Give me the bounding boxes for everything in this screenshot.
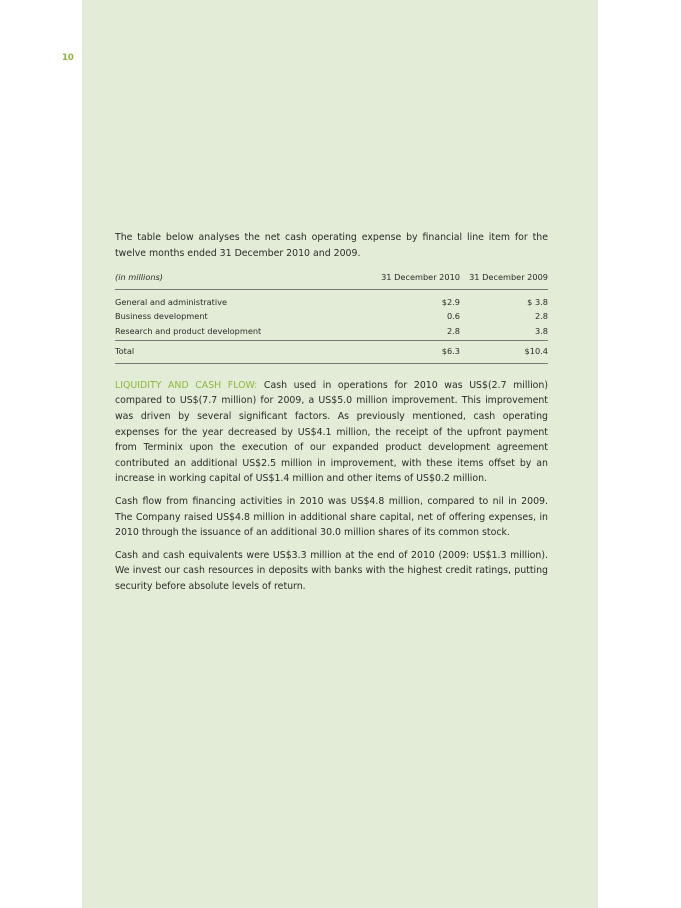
- value-2009: 2.8: [534, 311, 548, 322]
- liquidity-paragraph: [115, 378, 548, 487]
- table-header-row: [115, 268, 548, 289]
- financing-paragraph: Cash flow from financing activities in 2010 was US$4.8 million, compared to nil in 2009. The Company raised US$4.8 million in additional share capital, net of offering expenses, in 2010 through the issuance of an additional 30.0 million shares of its common stock.: [115, 496, 548, 539]
- column-header-2010: 31 December 2010: [325, 268, 460, 289]
- intro-paragraph: The table below analyses the net cash operating expense by financial line item for the twelve months ended 31 December 2010 and 2009.: [115, 232, 548, 259]
- cash-paragraph: Cash and cash equivalents were US$3.3 million at the end of 2010 (2009: US$1.3 million). We invest our cash resources in deposits with banks with the highest credit ratings, putting security before absolute levels of return.: [115, 549, 548, 592]
- total-2010: $6.3: [325, 341, 460, 364]
- table-row: [115, 324, 548, 341]
- total-2009: $10.4: [460, 341, 548, 364]
- total-row: [115, 341, 548, 364]
- liquidity-heading: LIQUIDITY AND CASH FLOW:: [115, 379, 258, 391]
- table-row: [115, 309, 548, 324]
- page-number: 10: [62, 53, 74, 63]
- value-2009: $ 3.8: [527, 296, 548, 307]
- total-label: Total: [115, 341, 325, 364]
- table-row: [115, 289, 548, 309]
- row-label: General and administrative: [115, 296, 228, 307]
- liquidity-text: Cash used in operations for 2010 was US$(2.7 million) compared to US$(7.7 million) for 2009, a US$5.0 million improvement. This improvement was driven by several significant factors. As previously mentioned, cash operating expenses for the year decreased by US$4.1 million, the receipt of the upfront payment from Terminix upon the execution of our expanded product development agreement contributed an additional US$2.5 million in improvement, with these items offset by an increase in working capital of US$1.4 million and other items of US$0.2 million.: [115, 379, 549, 485]
- row-label: Business development: [115, 311, 208, 322]
- expense-table: [115, 268, 548, 364]
- value-2010: $2.9: [441, 296, 460, 307]
- column-header-2009: 31 December 2009: [460, 268, 548, 289]
- units-label: (in millions): [115, 268, 325, 289]
- row-label: Research and product development: [115, 325, 262, 336]
- value-2010: 0.6: [446, 311, 460, 322]
- value-2010: 2.8: [446, 325, 460, 336]
- main-content: [115, 230, 548, 602]
- value-2009: 3.8: [534, 325, 548, 336]
